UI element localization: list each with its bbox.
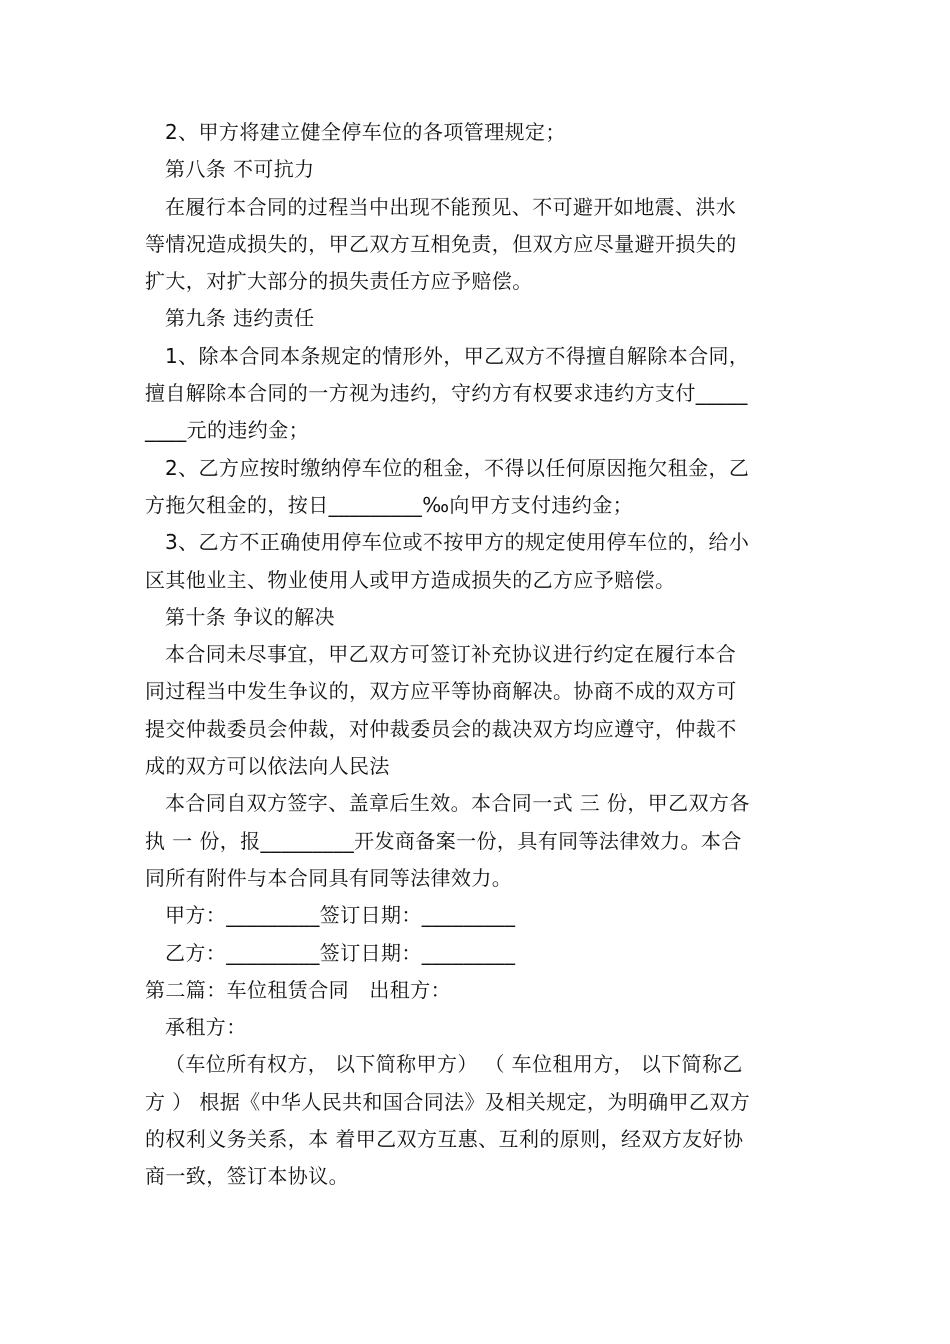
text-line: 等情况造成损失的，甲乙双方互相免责，但双方应尽量避开损失的	[145, 231, 737, 256]
text-line: 的权利义务关系，本 着甲乙双方互惠、互利的原则，经双方友好协	[145, 1127, 744, 1152]
text-line: 方 ） 根据《中华人民共和国合同法》及相关规定，为明确甲乙双方	[145, 1089, 751, 1114]
text-line: 承租方：	[165, 1015, 247, 1040]
text-line: 成的双方可以依法向人民法	[145, 754, 390, 779]
section-heading-force-majeure: 第八条 不可抗力	[165, 157, 315, 182]
text-line: 2、甲方将建立健全停车位的各项管理规定；	[165, 120, 566, 144]
text-line: 本合同未尽事宜，甲乙双方可签订补充协议进行约定在履行本合	[165, 642, 737, 667]
text-line: 3、乙方不正确使用停车位或不按甲方的规定使用停车位的，给小	[165, 530, 750, 555]
text-line: 同所有附件与本合同具有同等法律效力。	[145, 865, 513, 890]
text-line: 1、除本合同本条规定的情形外，甲乙双方不得擅自解除本合同，	[165, 343, 750, 368]
section-heading-dispute: 第十条 争议的解决	[165, 604, 335, 629]
text-line: 擅自解除本合同的一方视为违约，守约方有权要求违约方支付_____	[145, 381, 748, 406]
text-line: 区其他业主、物业使用人或甲方造成损失的乙方应予赔偿。	[145, 567, 676, 592]
text-line: ____元的违约金；	[145, 418, 309, 443]
document-page	[145, 114, 810, 1196]
text-line: （车位所有权方， 以下简称甲方） （ 车位租用方， 以下简称乙	[165, 1052, 743, 1077]
chapter-heading: 第二篇：车位租赁合同 出租方：	[145, 977, 451, 1002]
text-line: 在履行本合同的过程当中出现不能预见、不可避开如地震、洪水	[165, 194, 737, 219]
signature-line-party-a: 甲方：_________签订日期：_________	[165, 903, 516, 928]
text-line: 同过程当中发生争议的，双方应平等协商解决。协商不成的双方可	[145, 679, 737, 704]
text-line: 方拖欠租金的，按日_________‰向甲方支付违约金；	[145, 492, 634, 517]
text-line: 扩大，对扩大部分的损失责任方应予赔偿。	[145, 269, 533, 294]
signature-line-party-b: 乙方：_________签订日期：_________	[165, 940, 516, 965]
text-line: 本合同自双方签字、盖章后生效。本合同一式 三 份，甲乙双方各	[165, 791, 750, 816]
text-line: 提交仲裁委员会仲裁，对仲裁委员会的裁决双方均应遵守，仲裁不	[145, 716, 737, 741]
text-line: 商一致，签订本协议。	[145, 1164, 349, 1189]
text-line: 执 一 份，报_________开发商备案一份，具有同等法律效力。本合	[145, 828, 742, 853]
text-line: 2、乙方应按时缴纳停车位的租金，不得以任何原因拖欠租金，乙	[165, 455, 750, 480]
section-heading-liability: 第九条 违约责任	[165, 306, 315, 331]
